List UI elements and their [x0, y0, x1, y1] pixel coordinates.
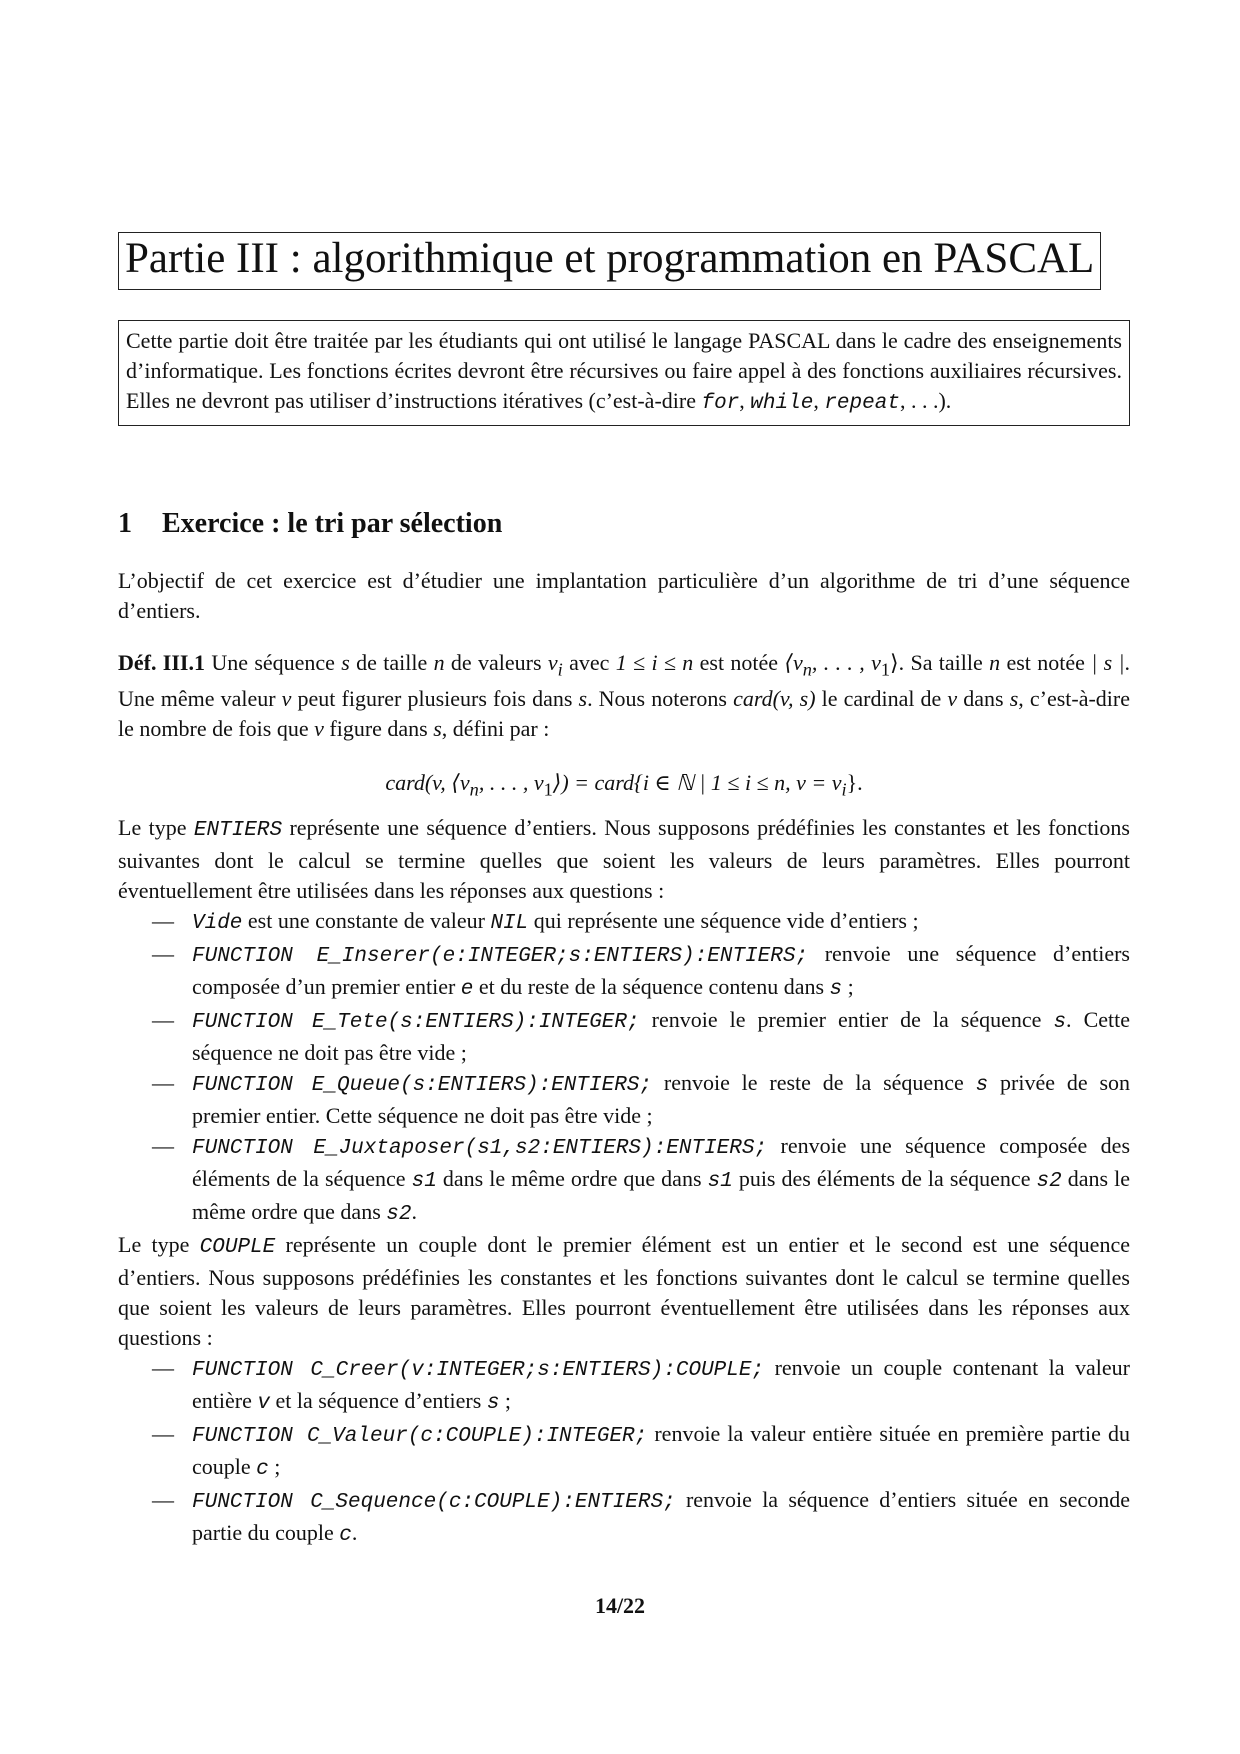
code: c: [339, 1523, 352, 1547]
text: de valeurs: [444, 650, 548, 675]
math-subscript: n: [802, 659, 812, 680]
math: , . . . , v: [811, 650, 881, 675]
code: e: [460, 977, 474, 1001]
code: FUNCTION C_Creer(v:INTEGER;s:ENTIERS):COUPLE;: [192, 1358, 765, 1382]
text: . Nous noterons: [587, 686, 734, 712]
text: représente un couple dont le premier élément est un entier et le second est une séquence d’entiers. Nous supposons prédéfinies les constantes et les fonctions suivantes dont le calcul se termine quelles que soient les valeurs de leurs paramètres. Elles pourront éventuellement être utilisées dans les réponses aux questions :: [118, 1231, 1130, 1350]
code: v: [257, 1391, 270, 1415]
text: dans le même ordre que dans: [436, 1165, 708, 1191]
math: s: [1009, 686, 1019, 712]
math: v: [314, 716, 324, 742]
text: figure dans: [323, 716, 434, 742]
keyword-while: while: [750, 392, 814, 415]
list-item: [118, 1005, 1130, 1068]
code: Vide: [192, 911, 243, 935]
document-page: [118, 232, 1130, 1551]
text: est notée: [693, 650, 785, 675]
math-subscript: 1: [543, 779, 553, 800]
code: FUNCTION E_Inserer(e:INTEGER;s:ENTIERS):ENTIERS;: [192, 944, 809, 968]
math: s: [433, 716, 442, 742]
code: s1: [707, 1169, 733, 1193]
text: ;: [842, 973, 854, 999]
math-subscript: i: [841, 779, 847, 800]
math: card(v, ⟨v: [385, 770, 470, 796]
math: | s |: [1091, 650, 1125, 675]
text: renvoie le reste de la séquence: [652, 1069, 976, 1095]
code: FUNCTION C_Valeur(c:COUPLE):INTEGER;: [192, 1424, 648, 1448]
text: qui représente une séquence vide d’entiers ;: [528, 907, 919, 933]
math: 1 ≤ i ≤ n: [615, 650, 694, 675]
text: le cardinal de: [815, 686, 948, 712]
math-subscript: 1: [880, 659, 891, 680]
list-item: [118, 1419, 1130, 1485]
list-item: [118, 1068, 1130, 1131]
text: Le type: [118, 814, 194, 840]
text: dans: [957, 686, 1010, 712]
intro-sep: ,: [739, 388, 751, 413]
math: ⟩) = card{i ∈ ℕ | 1 ≤ i ≤ n, v = v: [552, 770, 842, 796]
list-item: [118, 1131, 1130, 1230]
math: n: [433, 650, 445, 675]
cardinal-formula: [118, 768, 1130, 804]
text: de taille: [349, 650, 434, 675]
section-heading: [118, 506, 1130, 542]
intro-text: Cette partie doit être traitée par les étudiants qui ont utilisé le langage PASCAL dans le cadre des enseignements d’informatique. Les fonctions écrites devront être récursives ou faire appel à des fonctions auxiliaires récursives. Elles ne devront pas utiliser d’instructions itératives (c’est-à-dire: [126, 328, 1122, 413]
couple-intro: [118, 1230, 1130, 1353]
text: Le type: [118, 1231, 200, 1257]
couple-function-list: [118, 1353, 1130, 1551]
math: s: [341, 650, 350, 675]
type-name: ENTIERS: [193, 818, 283, 842]
text: . Sa taille: [898, 650, 990, 675]
math-subscript: i: [557, 659, 563, 680]
text: , défini par :: [441, 716, 550, 742]
list-item: [118, 1353, 1130, 1419]
code: FUNCTION E_Juxtaposer(s1,s2:ENTIERS):ENTIERS;: [192, 1136, 768, 1160]
text: ;: [499, 1387, 512, 1413]
code: FUNCTION E_Queue(s:ENTIERS):ENTIERS;: [192, 1073, 653, 1097]
math: ⟩: [890, 650, 899, 675]
code: FUNCTION C_Sequence(c:COUPLE):ENTIERS;: [192, 1490, 676, 1514]
math: }.: [846, 770, 863, 796]
page-number: 14/22: [594, 1593, 646, 1618]
text: avec: [562, 650, 616, 675]
code: FUNCTION E_Tete(s:ENTIERS):INTEGER;: [192, 1010, 640, 1034]
text: et la séquence d’entiers: [269, 1387, 487, 1413]
text: . Une même valeur: [118, 650, 1131, 712]
math: v: [547, 650, 558, 675]
text: est une constante de valeur: [242, 907, 491, 933]
intro-sep: ,: [813, 388, 825, 413]
keyword-repeat: repeat: [824, 392, 900, 415]
type-name: COUPLE: [199, 1235, 276, 1259]
text: privée de son premier entier. Cette séquence ne doit pas être vide ;: [192, 1069, 1131, 1128]
math: v: [281, 686, 292, 712]
code: s: [1053, 1010, 1067, 1034]
text: .: [351, 1519, 358, 1545]
math: n: [989, 650, 1001, 675]
math: , . . . , v: [478, 770, 544, 796]
keyword-for: for: [701, 392, 740, 415]
math: s: [578, 686, 588, 712]
code: s1: [411, 1169, 437, 1193]
code: s: [829, 977, 843, 1001]
text: peut figurer plusieurs fois dans: [291, 686, 579, 712]
text: dans le même ordre que dans: [192, 1165, 1130, 1224]
code: s: [486, 1391, 500, 1415]
text: et du reste de la séquence contenu dans: [473, 973, 830, 999]
text: Une séquence: [205, 650, 342, 675]
text: représente une séquence d’entiers. Nous supposons prédéfinies les constantes et les fonctions suivantes dont le calcul se termine quelles que soient les valeurs de leurs paramètres. Elles pourront éventuellement être utilisées dans les réponses aux questions :: [118, 814, 1130, 903]
part-title: Partie III : algorithmique et programmation en PASCAL: [118, 232, 1101, 290]
definition-label: Déf. III.1: [118, 650, 205, 675]
code: s: [975, 1073, 989, 1097]
code: s2: [386, 1202, 412, 1226]
objective-paragraph: L’objectif de cet exercice est d’étudier une implantation particulière d’un algorithme de tri d’une séquence d’entiers.: [118, 568, 1130, 623]
text: renvoie une séquence d’entiers composée d’un premier entier: [192, 940, 1130, 999]
text: puis des éléments de la séquence: [732, 1165, 1037, 1191]
text: renvoie une séquence composée des éléments de la séquence: [192, 1132, 1131, 1191]
intro-end: , . . .).: [899, 388, 952, 413]
list-item: [118, 906, 1130, 939]
code: c: [256, 1457, 269, 1481]
section-number: 1: [118, 508, 132, 539]
code: NIL: [490, 911, 529, 935]
math-subscript: n: [469, 779, 479, 800]
list-item: [118, 1485, 1130, 1551]
text: renvoie le premier entier de la séquence: [639, 1006, 1054, 1032]
text: renvoie la séquence d’entiers située en seconde partie du couple: [192, 1486, 1130, 1545]
text: renvoie la valeur entière située en première partie du couple: [192, 1420, 1130, 1479]
list-item: [118, 939, 1130, 1005]
code: s2: [1036, 1169, 1062, 1193]
text: , c’est-à-dire le nombre de fois que: [118, 686, 1131, 742]
text: est notée: [1000, 650, 1092, 675]
math: card(v, s): [733, 686, 816, 712]
math: v: [947, 686, 958, 712]
text: .: [411, 1198, 417, 1224]
text: ;: [268, 1453, 281, 1479]
math: ⟨v: [784, 650, 803, 675]
text: . Cette séquence ne doit pas être vide ;: [192, 1006, 1131, 1065]
entiers-function-list: [118, 906, 1130, 1230]
intro-box: [118, 320, 1130, 426]
section-title: Exercice : le tri par sélection: [162, 508, 503, 539]
definition-paragraph: [118, 648, 1130, 744]
entiers-intro: [118, 813, 1130, 906]
text: renvoie un couple contenant la valeur entière: [192, 1354, 1130, 1413]
